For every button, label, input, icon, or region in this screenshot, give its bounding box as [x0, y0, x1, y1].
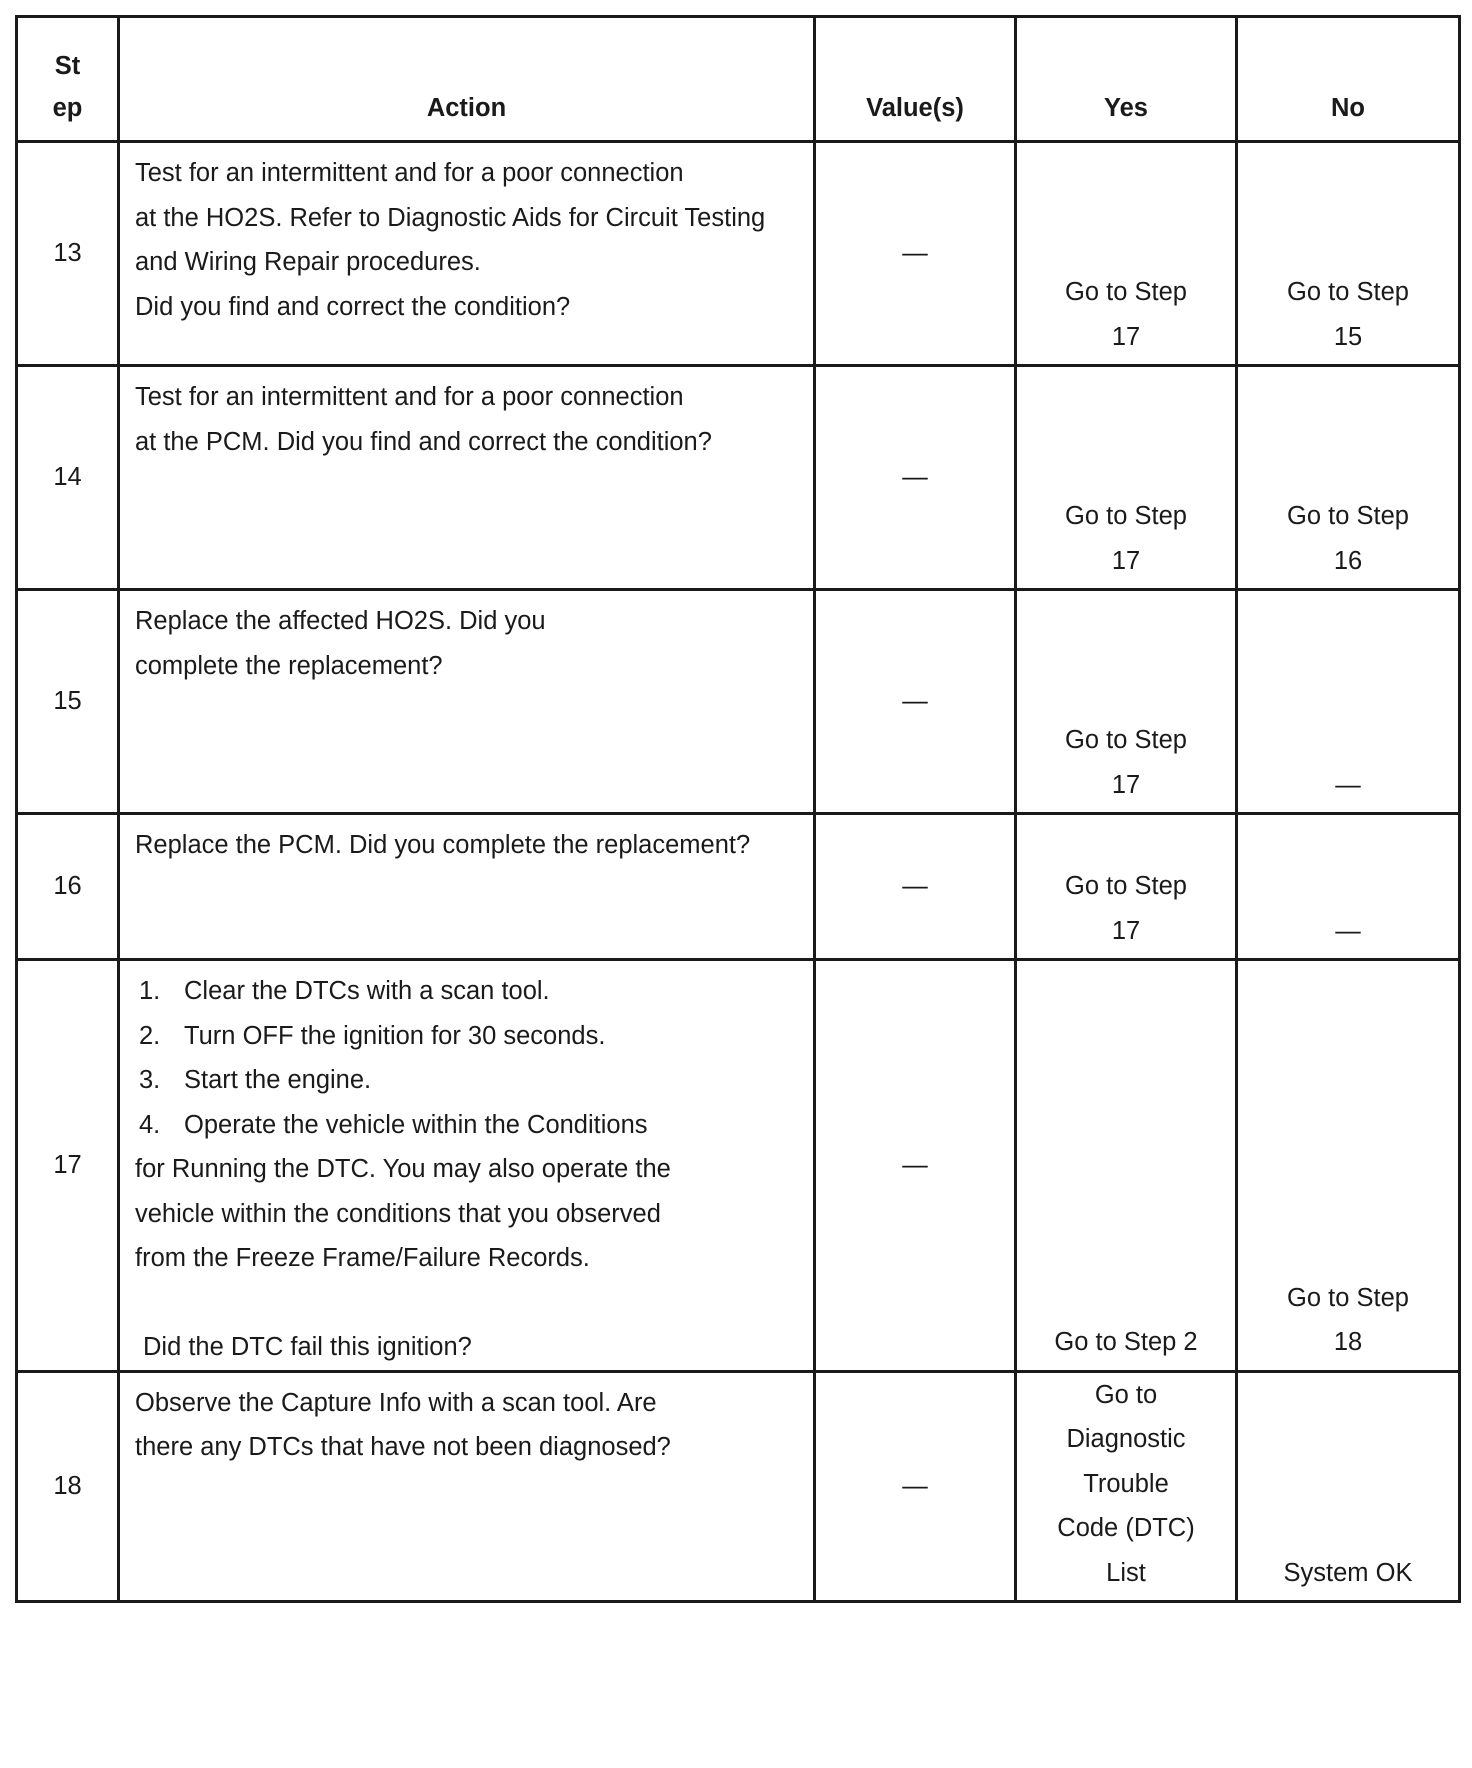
- value-cell: —: [815, 366, 1016, 590]
- list-item-text: Start the engine.: [184, 1066, 372, 1094]
- no-cell: [1237, 590, 1460, 814]
- no-line: Go to Step: [1287, 502, 1409, 530]
- no-line: 16: [1333, 546, 1363, 575]
- diagnostic-table-page: [15, 15, 1458, 1766]
- action-line: from the Freeze Frame/Failure Records.: [135, 1244, 590, 1272]
- yes-line: 17: [1111, 770, 1141, 799]
- action-list-item: [135, 1103, 813, 1148]
- table-row-step-14: [17, 366, 1460, 590]
- no-cell: [1237, 814, 1460, 960]
- action-cell: [119, 1371, 815, 1602]
- no-line: —: [1335, 770, 1361, 799]
- action-line: for Running the DTC. You may also operate the: [135, 1155, 671, 1183]
- action-list-item: [135, 1058, 813, 1103]
- action-line: vehicle within the conditions that you observed: [135, 1199, 661, 1228]
- table-row-step-16: [17, 814, 1460, 960]
- header-values: Value(s): [815, 17, 1016, 142]
- action-list-item: [135, 1014, 813, 1059]
- action-cell: [119, 960, 815, 1372]
- yes-line: Go to Step: [1065, 502, 1187, 530]
- header-step: [17, 17, 119, 142]
- action-cell: [119, 366, 815, 590]
- no-line: Go to Step: [1287, 1283, 1409, 1312]
- no-line: 18: [1333, 1328, 1363, 1356]
- yes-cell: [1016, 1371, 1237, 1602]
- header-yes: Yes: [1016, 17, 1237, 142]
- list-item-text: Turn OFF the ignition for 30 seconds.: [184, 1021, 606, 1050]
- action-question: Did the DTC fail this ignition?: [143, 1333, 472, 1361]
- value-cell: —: [815, 960, 1016, 1372]
- table-row-step-17: [17, 960, 1460, 1372]
- no-line: Go to Step: [1287, 278, 1409, 306]
- list-item-text: Clear the DTCs with a scan tool.: [184, 977, 550, 1005]
- action-cell: [119, 814, 815, 960]
- action-line: at the HO2S. Refer to Diagnostic Aids for Circuit Testing: [135, 203, 766, 232]
- yes-line: 17: [1111, 322, 1141, 351]
- no-line: System OK: [1283, 1558, 1413, 1587]
- step-number: 16: [17, 814, 119, 960]
- action-line: Replace the PCM. Did you complete the replacement?: [135, 831, 751, 859]
- yes-line: Diagnostic: [1066, 1425, 1186, 1453]
- yes-cell: [1016, 814, 1237, 960]
- action-line: there any DTCs that have not been diagnosed?: [135, 1433, 671, 1461]
- action-line: complete the replacement?: [135, 651, 443, 680]
- list-item-number: 4.: [139, 1110, 161, 1139]
- step-number: 13: [17, 142, 119, 366]
- yes-line: Go to Step 2: [1054, 1328, 1198, 1356]
- action-line: Replace the affected HO2S. Did you: [135, 607, 546, 635]
- header-action: Action: [119, 17, 815, 142]
- yes-cell: [1016, 960, 1237, 1372]
- header-step-line2: ep: [52, 94, 83, 122]
- yes-line: List: [1106, 1558, 1146, 1587]
- step-number: 14: [17, 366, 119, 590]
- yes-line: Code (DTC): [1057, 1514, 1195, 1542]
- spacer: [135, 1281, 813, 1326]
- header-row: [17, 17, 1460, 142]
- no-cell: [1237, 142, 1460, 366]
- action-line: Test for an intermittent and for a poor connection: [135, 383, 684, 411]
- value-cell: —: [815, 590, 1016, 814]
- action-line: Observe the Capture Info with a scan tool. Are: [135, 1388, 657, 1417]
- action-line: Test for an intermittent and for a poor connection: [135, 159, 684, 187]
- list-item-text: Operate the vehicle within the Conditions: [184, 1110, 648, 1139]
- value-cell: —: [815, 142, 1016, 366]
- action-line: and Wiring Repair procedures.: [135, 248, 481, 276]
- list-item-number: 1.: [139, 977, 161, 1005]
- action-line: Did you find and correct the condition?: [135, 292, 571, 321]
- table-row-step-13: [17, 142, 1460, 366]
- value-cell: —: [815, 1371, 1016, 1602]
- value-cell: —: [815, 814, 1016, 960]
- yes-cell: [1016, 142, 1237, 366]
- yes-line: Trouble: [1083, 1469, 1169, 1498]
- step-number: 15: [17, 590, 119, 814]
- yes-line: 17: [1111, 916, 1141, 945]
- action-list-item: [135, 969, 813, 1014]
- list-item-number: 3.: [139, 1066, 161, 1094]
- yes-line: Go to Step: [1065, 726, 1187, 754]
- table-row-step-18: [17, 1371, 1460, 1602]
- step-number: 17: [17, 960, 119, 1372]
- no-line: —: [1335, 916, 1361, 945]
- header-no: No: [1237, 17, 1460, 142]
- yes-line: Go to Step: [1065, 872, 1187, 900]
- yes-line: 17: [1111, 546, 1141, 575]
- table-row-step-15: [17, 590, 1460, 814]
- action-line: at the PCM. Did you find and correct the condition?: [135, 427, 712, 456]
- no-cell: [1237, 1371, 1460, 1602]
- yes-line: Go to Step: [1065, 278, 1187, 306]
- diagnostic-steps-table: [15, 15, 1461, 1603]
- action-cell: [119, 142, 815, 366]
- no-line: 15: [1333, 322, 1363, 351]
- action-cell: [119, 590, 815, 814]
- header-step-line1: St: [54, 52, 81, 80]
- list-item-number: 2.: [139, 1021, 161, 1050]
- yes-cell: [1016, 366, 1237, 590]
- yes-line: Go to: [1094, 1380, 1158, 1409]
- step-number: 18: [17, 1371, 119, 1602]
- no-cell: [1237, 960, 1460, 1372]
- yes-cell: [1016, 590, 1237, 814]
- no-cell: [1237, 366, 1460, 590]
